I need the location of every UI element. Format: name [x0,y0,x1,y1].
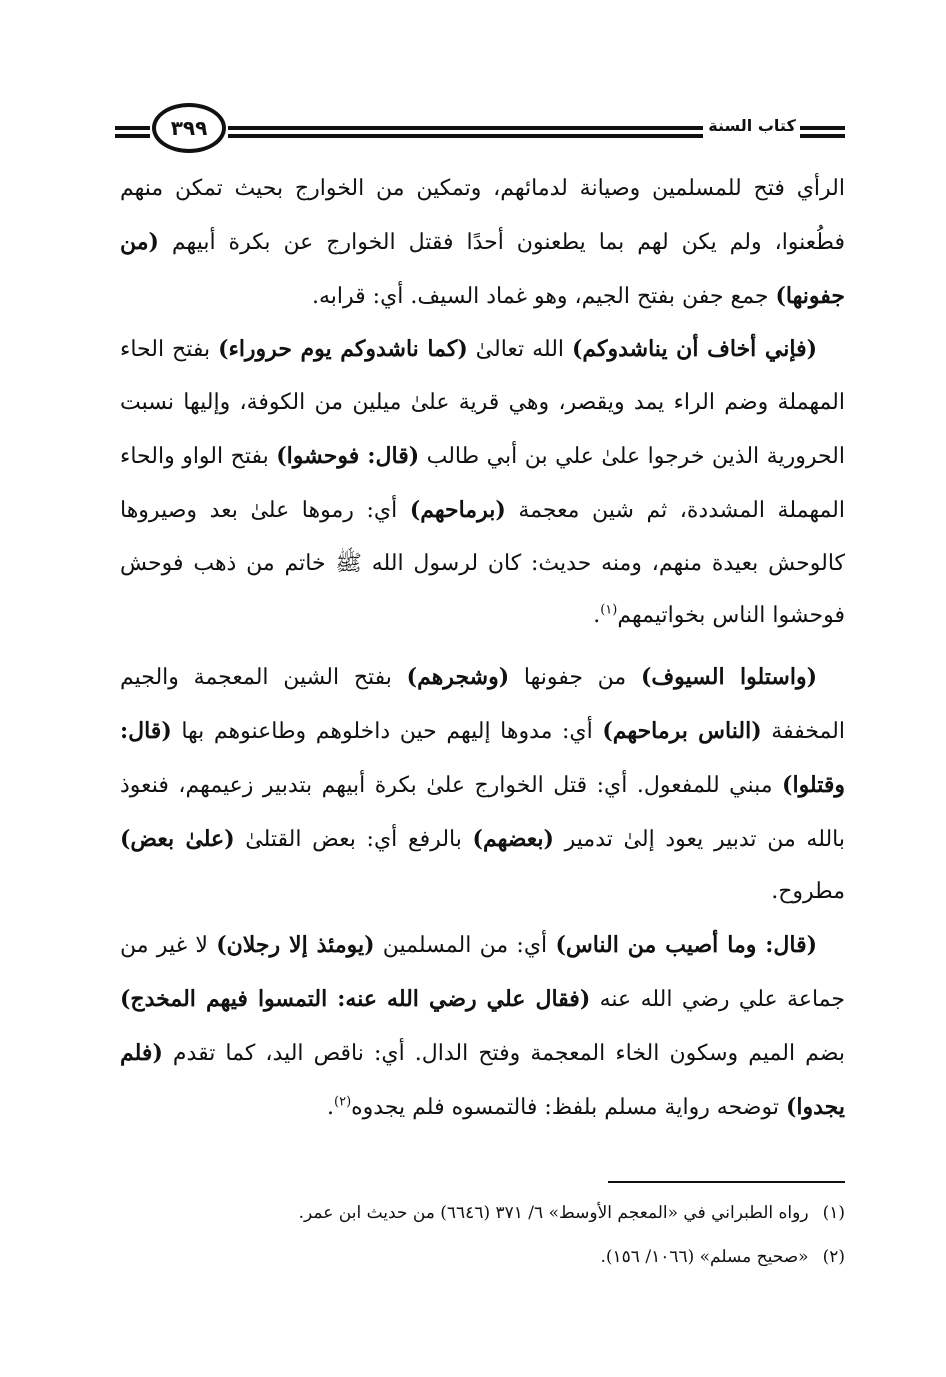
footnote-number: (١) [822,1203,845,1223]
header-rule-left [115,134,150,138]
bold-quote: (فلم يجدوا) [120,1039,845,1120]
bold-quote: (بعضهم) [472,825,554,852]
footnote-ref: (١) [600,603,618,619]
bold-quote: (يومئذ إلا رجلان) [216,932,375,959]
bold-quote: (برماحهم) [409,496,506,523]
paragraph [120,919,845,1134]
bold-quote: (فقال علي رضي الله عنه: التمسوا فيهم المخدج) [120,985,591,1012]
text-run: بضم الميم وسكون الخاء المعجمة وفتح الدال. أي: ناقص اليد، كما تقدم [162,1040,845,1066]
bold-quote: (علىٰ بعض) [120,825,235,852]
bold-quote: (فإني أخاف أن يناشدوكم) [571,336,817,363]
paragraph [120,651,845,919]
footnote [120,1242,845,1272]
bold-quote: (كما ناشدوكم يوم حروراء) [218,336,468,363]
footnote-text: «صحيح مسلم» (١٠٦٦/ ١٥٦). [600,1247,809,1267]
bold-quote: (واستلوا السيوف) [640,664,817,691]
bold-quote: (وشجرهم) [406,664,510,691]
header-rule-left [115,126,150,130]
text-run: بفتح الشين المعجمة والجيم المخففة [120,665,846,744]
bold-quote: (قال: وما أصيب من الناس) [555,932,818,959]
header-rule-right [800,126,845,130]
bold-quote: (من جفونها) [120,228,845,309]
text-run: بالرفع أي: بعض القتلىٰ [234,826,473,852]
text-run: أي: مدوها إليهم حين داخلوهم وطاعنوهم بها [171,718,603,744]
page-number: ٣٩٩ [152,103,226,153]
text-run: توضحه رواية مسلم بلفظ: فالتمسوه فلم يجدوه [351,1094,786,1120]
text-run: الله تعالىٰ [467,337,572,363]
text-run: أي: رموها علىٰ بعد وصيروها كالوحش بعيدة منهم، ومنه حديث: كان لرسول الله ﷺ خاتم من ذهب فوحش فوحشوا الناس بخواتيمهم [120,497,845,629]
footnote-number: (٢) [822,1247,845,1267]
footnote-separator [608,1181,845,1183]
text-run: أي: من المسلمين [374,933,556,959]
running-title: كتاب السنة [708,116,796,135]
bold-quote: (الناس برماحهم) [602,717,762,744]
text-run: . [327,1094,334,1120]
text-run: بفتح الواو والحاء المهملة المشددة، ثم شين معجمة [120,443,845,523]
text-run: مطروح. [771,879,845,905]
header-rule [228,126,703,130]
footnote [120,1198,845,1228]
body-text [120,163,845,1134]
bold-quote: (قال: وقتلوا) [120,717,845,798]
text-run: جمع جفن بفتح الجيم، وهو غماد السيف. أي: قرابه. [312,283,776,309]
paragraph [120,323,845,643]
text-run: لا غير من جماعة علي رضي الله عنه [120,933,845,1012]
text-run: الرأي فتح للمسلمين وصيانة لدمائهم، وتمكين من الخوارج بحيث تمكن منهم فطُعنوا، ولم يكن لهم بما يطعنون أحدًا فقتل الخوارج عن بكرة أبيهم [120,176,845,255]
header-rule [228,134,703,138]
paragraph [120,163,845,323]
bold-quote: (قال: فوحشوا) [276,442,420,469]
footnote-ref: (٢) [334,1094,352,1110]
text-run: . [593,603,601,629]
header-rule-right [800,134,845,138]
text-run: مبني للمفعول. أي: قتل الخوارج علىٰ بكرة أبيهم بتدبير زعيمهم، فنعوذ بالله من تدبير يعود إلىٰ تدمير [120,772,846,852]
footnote-text: رواه الطبراني في «المعجم الأوسط» ٦/ ٣٧١ (٦٦٤٦) من حديث ابن عمر. [298,1203,809,1223]
text-run: من جفونها [509,665,641,691]
text-run: بفتح الحاء المهملة وضم الراء يمد ويقصر، وهي قرية علىٰ ميلين من الكوفة، وإليها نسبت الحرورية الذين خرجوا علىٰ علي بن أبي طالب [120,337,845,469]
